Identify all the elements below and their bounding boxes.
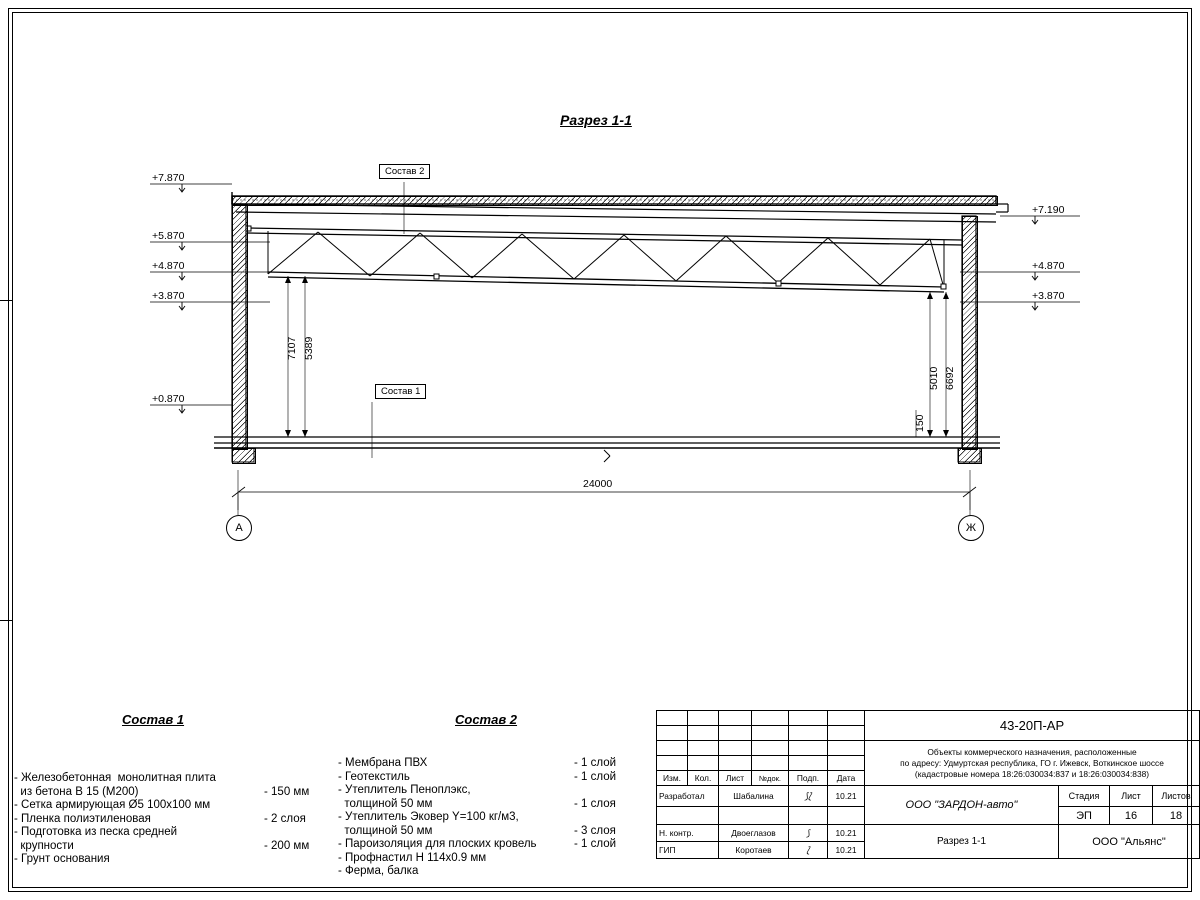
stamp-role-1: Разработал: [657, 786, 719, 807]
stamp-blank: [789, 711, 828, 726]
stamp-blank: [719, 741, 752, 756]
stamp-blank: [752, 756, 789, 771]
stamp-role-2: [657, 807, 719, 825]
stamp-blank: [657, 711, 688, 726]
stamp-blank: [828, 726, 865, 741]
wall-right-hatch: [962, 216, 978, 450]
stamp-blank: [657, 741, 688, 756]
stamp-blank: [719, 711, 752, 726]
customer-name: ООО "ЗАРДОН-авто": [865, 786, 1059, 825]
stamp-blank: [828, 711, 865, 726]
stamp-blank: [828, 741, 865, 756]
stamp-blank: [657, 726, 688, 741]
composition-2-list: - Мембрана ПВХ - 1 слой - Геотекстиль - 1 слой - Утеплитель Пеноплэкс, толщиной 50 мм - 1 слоя - Утеплитель Эковер Y=100 кг/м3, толщиной 50 мм - 3 слоя - Пароизоляция для плоских кровель - 1 слой - Профнастил Н 114х0.9 мм - Ферма, балка: [338, 757, 617, 877]
dim-150: 150: [914, 414, 926, 432]
signature-icon: ⟆⟅: [789, 786, 828, 807]
sheets-value: 18: [1153, 807, 1200, 825]
dim-6692: 6692: [944, 366, 956, 390]
dim-5010: 5010: [928, 366, 940, 390]
sheet-title: Разрез 1-1: [865, 825, 1059, 859]
signature-icon: ⟆: [789, 825, 828, 842]
foundation-left-hatch: [232, 448, 256, 464]
level-left-2: +5.870: [152, 230, 185, 242]
stamp-blank: [688, 756, 719, 771]
stamp-header-izm: Изм.: [657, 771, 688, 786]
stage-value: ЭП: [1059, 807, 1110, 825]
level-left-4: +3.870: [152, 290, 185, 302]
callout-sostav-1: Состав 1: [375, 384, 426, 399]
dim-5389: 5389: [303, 336, 315, 360]
stamp-date-4: 10.21: [828, 842, 865, 859]
stamp-blank: [719, 756, 752, 771]
sheet-value: 16: [1110, 807, 1153, 825]
object-line-1: Объекты коммерческого назначения, расположенные: [927, 746, 1137, 757]
stamp-date-1: 10.21: [828, 786, 865, 807]
axis-bubble-zh: Ж: [958, 515, 984, 541]
stamp-role-4: ГИП: [657, 842, 719, 859]
signature-icon: ⟅: [789, 842, 828, 859]
section-title: Разрез 1-1: [560, 112, 632, 128]
stamp-date-2: [828, 807, 865, 825]
stamp-blank: [719, 726, 752, 741]
dim-7107: 7107: [286, 336, 298, 360]
designer-name: ООО "Альянс": [1059, 825, 1200, 859]
stamp-blank: [828, 756, 865, 771]
title-block-table: [656, 710, 1200, 859]
level-right-2: +4.870: [1032, 260, 1065, 272]
sheet-label: Лист: [1110, 786, 1153, 807]
title-block: [656, 710, 1200, 859]
stamp-blank: [688, 741, 719, 756]
object-line-2: по адресу: Удмуртская республика, ГО г. Ижевск, Воткинское шоссе: [900, 757, 1164, 768]
axis-bubble-a: А: [226, 515, 252, 541]
level-right-3: +3.870: [1032, 290, 1065, 302]
dim-overall: 24000: [583, 478, 613, 490]
stamp-header-data: Дата: [828, 771, 865, 786]
stamp-blank: [752, 726, 789, 741]
callout-sostav-2: Состав 2: [379, 164, 430, 179]
stamp-header-kol: Кол.: [688, 771, 719, 786]
stamp-blank: [752, 711, 789, 726]
stamp-name-2: [719, 807, 789, 825]
composition-1-list: - Железобетонная монолитная плита из бетона В 15 (М200) - 150 мм - Сетка армирующая Ø5 100х100 мм - Пленка полиэтиленовая - 2 слоя - Подготовка из песка средней крупности - 200 мм - Грунт основания: [14, 772, 310, 865]
stamp-name-1: Шабалина: [719, 786, 789, 807]
composition-2-title: Состав 2: [455, 712, 518, 727]
stamp-blank: [688, 726, 719, 741]
level-left-3: +4.870: [152, 260, 185, 272]
roof-slab-hatch: [232, 196, 998, 206]
stamp-header-list: Лист: [719, 771, 752, 786]
signature-icon: [789, 807, 828, 825]
level-left-5: +0.870: [152, 393, 185, 405]
stamp-header-ndoc: №док.: [752, 771, 789, 786]
stamp-blank: [688, 711, 719, 726]
stamp-blank: [789, 756, 828, 771]
stamp-blank: [789, 726, 828, 741]
level-left-1: +7.870: [152, 172, 185, 184]
wall-left-hatch: [232, 204, 248, 450]
foundation-right-hatch: [958, 448, 982, 464]
stamp-blank: [657, 756, 688, 771]
sheets-label: Листов: [1153, 786, 1200, 807]
stamp-blank: [789, 741, 828, 756]
project-code: 43-20П-АР: [865, 711, 1200, 741]
stamp-name-3: Двоеглазов: [719, 825, 789, 842]
stamp-header-podp: Подп.: [789, 771, 828, 786]
stamp-name-4: Коротаев: [719, 842, 789, 859]
level-right-1: +7.190: [1032, 204, 1065, 216]
composition-1-title: Состав 1: [122, 712, 185, 727]
stamp-date-3: 10.21: [828, 825, 865, 842]
stamp-role-3: Н. контр.: [657, 825, 719, 842]
object-description: [865, 741, 1200, 786]
stamp-blank: [752, 741, 789, 756]
stage-label: Стадия: [1059, 786, 1110, 807]
object-line-3: (кадастровые номера 18:26:030034:837 и 18:26:030034:838): [914, 768, 1150, 779]
